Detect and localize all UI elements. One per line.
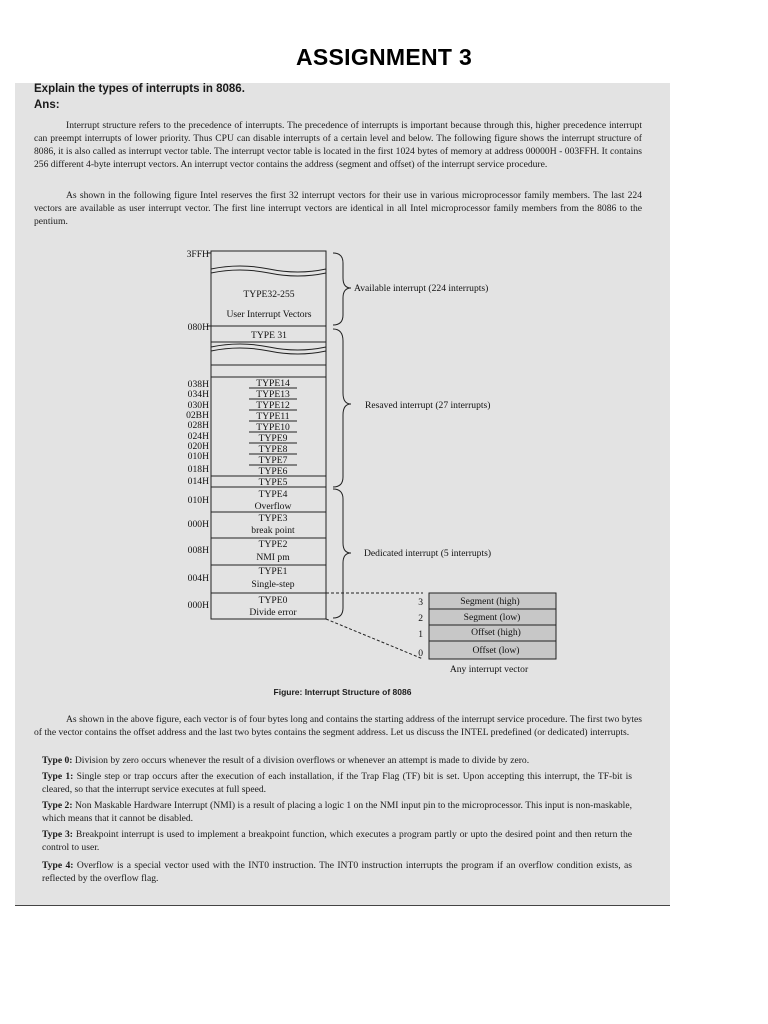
addr-reserved: 024H — [187, 431, 209, 442]
answer-label: Ans: — [34, 99, 60, 111]
addr-reserved: 038H — [187, 379, 209, 390]
reserved-type: TYPE7 — [258, 455, 288, 466]
figure-caption: Figure: Interrupt Structure of 8086 — [273, 687, 412, 697]
reserved-type: TYPE11 — [256, 411, 290, 422]
dedicated-type: TYPE4 — [258, 489, 288, 500]
addr-reserved: 014H — [187, 476, 209, 487]
addr-080h: 080H — [187, 322, 209, 333]
question-heading: Explain the types of interrupts in 8086. — [34, 83, 245, 95]
type-0-paragraph: Type 0: Division by zero occurs whenever the result of a division overflows or whenever an attempt is made to divide by zero. — [42, 755, 530, 766]
vector-row: Offset (high) — [471, 627, 521, 638]
vector-caption: Any interrupt vector — [449, 664, 529, 675]
user-block-label: User Interrupt Vectors — [226, 309, 312, 320]
vector-row: Segment (low) — [463, 612, 521, 623]
addr-dedicated: 004H — [187, 573, 209, 584]
dedicated-desc: Single-step — [251, 579, 295, 590]
reserved-type: TYPE8 — [258, 444, 288, 455]
addr-dedicated: 008H — [187, 545, 209, 556]
addr-dedicated: 000H — [187, 519, 209, 530]
addr-reserved: 018H — [187, 464, 209, 475]
addr-reserved: 010H — [187, 451, 209, 462]
addr-dedicated: 010H — [187, 495, 209, 506]
reserved-type: TYPE12 — [256, 400, 290, 411]
vector-index: 3 — [418, 597, 423, 608]
addr-reserved: 034H — [187, 389, 209, 400]
addr-reserved: 020H — [187, 441, 209, 452]
scanned-page — [15, 83, 670, 906]
vector-row: Offset (low) — [472, 645, 520, 656]
addr-reserved: 028H — [187, 420, 209, 431]
brace-label-dedicated: Dedicated interrupt (5 interrupts) — [364, 548, 492, 559]
user-block-type: TYPE32-255 — [243, 289, 295, 300]
type-4-paragraph: Type 4: Overflow is a special vector used with the INT0 instruction. The INT0 instruction interrupts the program if an overflow condition exists, as reflected by the overflow flag. — [42, 860, 632, 884]
reserved-type: TYPE13 — [256, 389, 290, 400]
type31-label: TYPE 31 — [251, 330, 287, 341]
type-3-paragraph: Type 3: Breakpoint interrupt is used to implement a breakpoint function, which executes a program partly or upto the desired point and then return the control to user. — [42, 829, 633, 853]
addr-reserved: 030H — [187, 400, 209, 411]
vector-index: 1 — [418, 629, 423, 640]
addr-3ffh: 3FFH — [186, 249, 209, 260]
reserved-type: TYPE5 — [258, 477, 288, 488]
dedicated-desc: break point — [251, 525, 295, 536]
reserved-type: TYPE14 — [256, 378, 290, 389]
addr-dedicated: 000H — [187, 600, 209, 611]
brace-label-available: Available interrupt (224 interrupts) — [354, 283, 489, 294]
dedicated-desc: Overflow — [254, 501, 292, 512]
reserved-type: TYPE9 — [258, 433, 288, 444]
intro-paragraph-1: Interrupt structure refers to the precedence of interrupts. The precedence of interrupts is important because through this, higher precedence interrupt can preempt interrupts of lower priority. Thus CPU can disable interrupts of a certain level and below. The following figure shows the interrupt structure of 8086, it is also called as interrupt vector table. The interrupt vector table is located in the first 1024 bytes of memory at address 00000H - 003FFH. It contains 256 different 4-byte interrupt vectors. An interrupt vector contains the address (segment and offset) of the interrupt service procedure. — [34, 120, 642, 170]
type-2-paragraph: Type 2: Non Maskable Hardware Interrupt (NMI) is a result of placing a logic 1 on the NMI input pin to the microprocessor. This input is non-maskable, which means that it cannot be disabled. — [42, 800, 633, 824]
vector-row: Segment (high) — [460, 596, 520, 607]
dedicated-desc: Divide error — [249, 607, 297, 618]
reserved-type: TYPE10 — [256, 422, 290, 433]
dedicated-desc: NMI pm — [256, 552, 290, 563]
vector-index: 0 — [418, 648, 423, 659]
addr-reserved: 02BH — [186, 410, 209, 421]
intro-paragraph-2: As shown in the following figure Intel reserves the first 32 interrupt vectors for their use in various microprocessor family members. The last 224 vectors are available as user interrupt vector. The first line interrupt vectors are identical in all Intel microprocessor family members from the 8086 to the pentium. — [34, 190, 642, 227]
dedicated-type: TYPE1 — [258, 566, 288, 577]
interrupt-structure-figure — [15, 83, 670, 683]
dedicated-type: TYPE0 — [258, 595, 288, 606]
type-1-paragraph: Type 1: Single step or trap occurs after the execution of each installation, if the Trap Flag (TF) bit is set. Upon accepting this interrupt, the TF-bit is cleared, so that the interrupt service executes at full speed. — [42, 771, 633, 795]
after-figure-paragraph: As shown in the above figure, each vector is of four bytes long and contains the starting address of the interrupt service procedure. The first two bytes of the vector contains the offset address and the last two bytes contains the segment address. Let us discuss the INTEL predefined (or dedicated) interrupts. — [34, 714, 642, 738]
brace-label-reserved: Resaved interrupt (27 interrupts) — [365, 400, 491, 411]
page-title: ASSIGNMENT 3 — [295, 44, 473, 70]
dedicated-type: TYPE3 — [258, 513, 288, 524]
vector-index: 2 — [418, 613, 423, 624]
dedicated-type: TYPE2 — [258, 539, 288, 550]
reserved-type: TYPE6 — [258, 466, 288, 477]
